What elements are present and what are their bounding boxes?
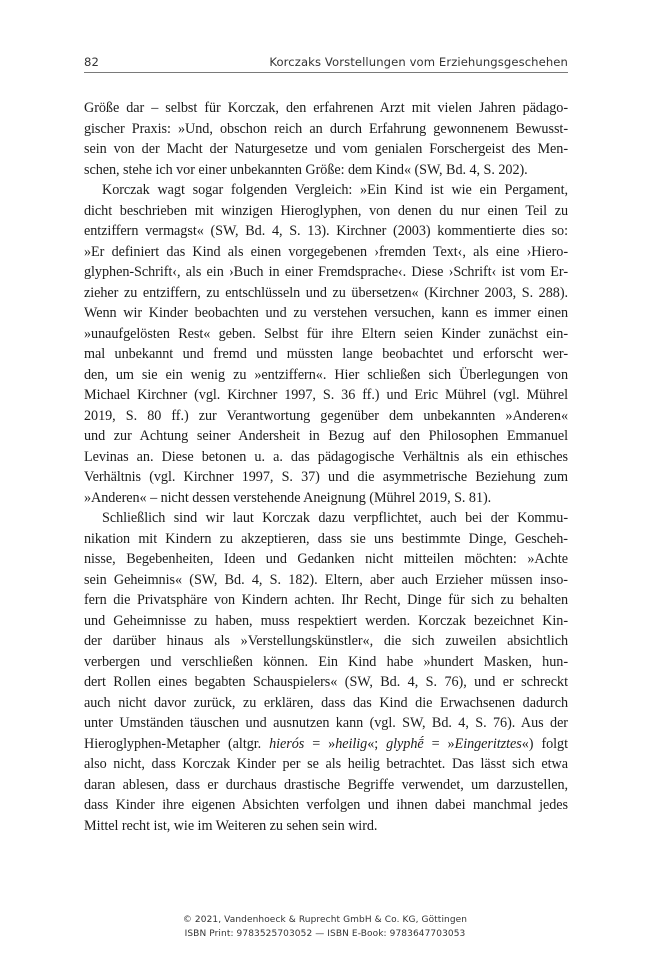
gloss: heilig <box>335 735 368 752</box>
greek-term: glyphḗ <box>386 735 424 752</box>
running-title: Korczaks Vorstellungen vom Erziehungsgeschehen <box>269 55 568 69</box>
text-line: entziffern vermagst« (SW, Bd. 4, S. 13). Kirchner (2003) kommentierte dies so: <box>84 223 568 239</box>
header-rule <box>84 72 568 73</box>
text-line: sein von der Macht der Naturgesetze und vom genialen Forschergeist des Men- <box>84 141 568 157</box>
text-line: zieher zu entziffern, zu entschlüsseln und zu übersetzen« (Kirchner 2003, S. 288). <box>84 284 568 301</box>
page-number: 82 <box>84 55 99 69</box>
text-line: unter Umständen täuschen und ausnutzen kann (vgl. SW, Bd. 4, S. 76). Aus der <box>84 715 568 731</box>
text-line: Mittel recht ist, wie im Weiteren zu sehen sein wird. <box>84 817 378 834</box>
text-line: mal unbekannt und fremd und müssten lange beobachtet und erforscht wer- <box>84 346 568 362</box>
text-line: Korczak wagt sogar folgenden Vergleich: »Ein Kind ist wie ein Pergament, <box>102 182 568 198</box>
gloss: Eingeritztes <box>454 735 522 752</box>
text-line: »unaufgelösten Rest« geben. Selbst für ihre Eltern seien Kinder zunächst ein- <box>84 325 568 342</box>
text-run: «; <box>367 735 387 752</box>
text-line: »Er definiert das Kind als einen vorgegebenen ›fremden Text‹, als eine ›Hiero- <box>84 243 568 260</box>
text-line: schen, stehe ich vor einer unbekannten Größe: dem Kind« (SW, Bd. 4, S. 202). <box>84 161 528 178</box>
text-line: nikation mit Kindern zu akzeptieren, dass sie uns bestimmte Dinge, Gescheh- <box>84 530 568 547</box>
text-line: den, um sie ein wenig zu »entziffern«. Hier schließen sich Überlegungen von <box>84 366 568 383</box>
text-line: fern die Privatsphäre von Kindern achten. Ihr Recht, Dinge für sich zu behalten <box>84 592 568 608</box>
text-line: gischer Praxis: »Und, obschon reich an durch Erfahrung gewonnenem Bewusst- <box>84 120 568 137</box>
isbn-notice: ISBN Print: 9783525703052 — ISBN E-Book: 9783647703053 <box>184 929 466 939</box>
text-line: Wenn wir Kinder beobachten und zu verstehen versuchen, kann es immer einen <box>84 305 568 321</box>
text-line: glyphen-Schrift‹, als ein ›Buch in einer Fremdsprache‹. Diese ›Schrift‹ ist vom Er- <box>84 264 568 280</box>
text-line: sein Geheimnis« (SW, Bd. 4, S. 182). Eltern, aber auch Erzieher müssen inso- <box>84 571 568 588</box>
text-line: dicht beschrieben mit winzigen Hieroglyphen, von denen du nur einen Teil zu <box>84 202 568 219</box>
text-line: nisse, Begebenheiten, Ideen und Gedanken nicht mitteilen möchten: »Achte <box>84 551 568 567</box>
body-text <box>84 98 568 836</box>
text-line: 2019, S. 80 ff.) zur Verantwortung gegenüber dem unbekannten »Anderen« <box>84 407 568 424</box>
text-line: dass Kinder ihre eigenen Absichten verfolgen und ihnen dabei manchmal jedes <box>84 797 568 813</box>
text-line: der darüber hinaus als »Verstellungskünstler«, die sich zuweilen absichtlich <box>84 633 568 649</box>
text-run: = » <box>423 735 455 752</box>
metaphor-line <box>84 734 568 755</box>
text-line: daran ablesen, dass er durchaus drastische Begriffe verwendet, um darzustellen, <box>84 776 568 793</box>
greek-term: hierós <box>269 735 305 752</box>
text-line: also nicht, dass Korczak Kinder per se als heilig betrachtet. Das lässt sich etwa <box>84 756 568 772</box>
text-line: Größe dar – selbst für Korczak, den erfahrenen Arzt mit vielen Jahren pädago- <box>84 100 568 116</box>
text-run: Hieroglyphen-Metapher (altgr. <box>84 735 270 752</box>
text-run: «) folgt <box>521 735 568 752</box>
text-line: verbergen und verschließen können. Ein Kind habe »hundert Masken, hun- <box>84 653 568 670</box>
copyright-notice: © 2021, Vandenhoeck & Ruprecht GmbH & Co. KG, Göttingen <box>182 915 468 925</box>
text-line: und zur Achtung seiner Andersheit in Bezug auf den Philosophen Emmanuel <box>84 428 568 444</box>
text-line: Michael Kirchner (vgl. Kirchner 1997, S. 36 ff.) und Eric Mührel (vgl. Mührel <box>84 387 568 403</box>
text-line: dert Rollen eines begabten Schauspielers« (SW, Bd. 4, S. 76), und er schreckt <box>84 674 568 690</box>
text-line: auch nicht davor zurück, zu erklären, dass das Kind die Erwachsenen dadurch <box>84 694 568 711</box>
text-run: = » <box>304 735 336 752</box>
text-line: und Geheimnisse zu haben, muss respektiert werden. Korczak bezeichnet Kin- <box>84 612 568 629</box>
text-line: Verhältnis (vgl. Kirchner 1997, S. 37) und die asymmetrische Beziehung zum <box>84 469 568 485</box>
text-line: Levinas an. Diese betonen u. a. das pädagogische Verhältnis als ein ethisches <box>84 448 568 465</box>
running-header <box>84 55 568 69</box>
text-line: »Anderen« – nicht dessen verstehende Aneignung (Mührel 2019, S. 81). <box>84 489 492 506</box>
text-line: Schließlich sind wir laut Korczak dazu verpflichtet, auch bei der Kommu- <box>102 510 568 526</box>
